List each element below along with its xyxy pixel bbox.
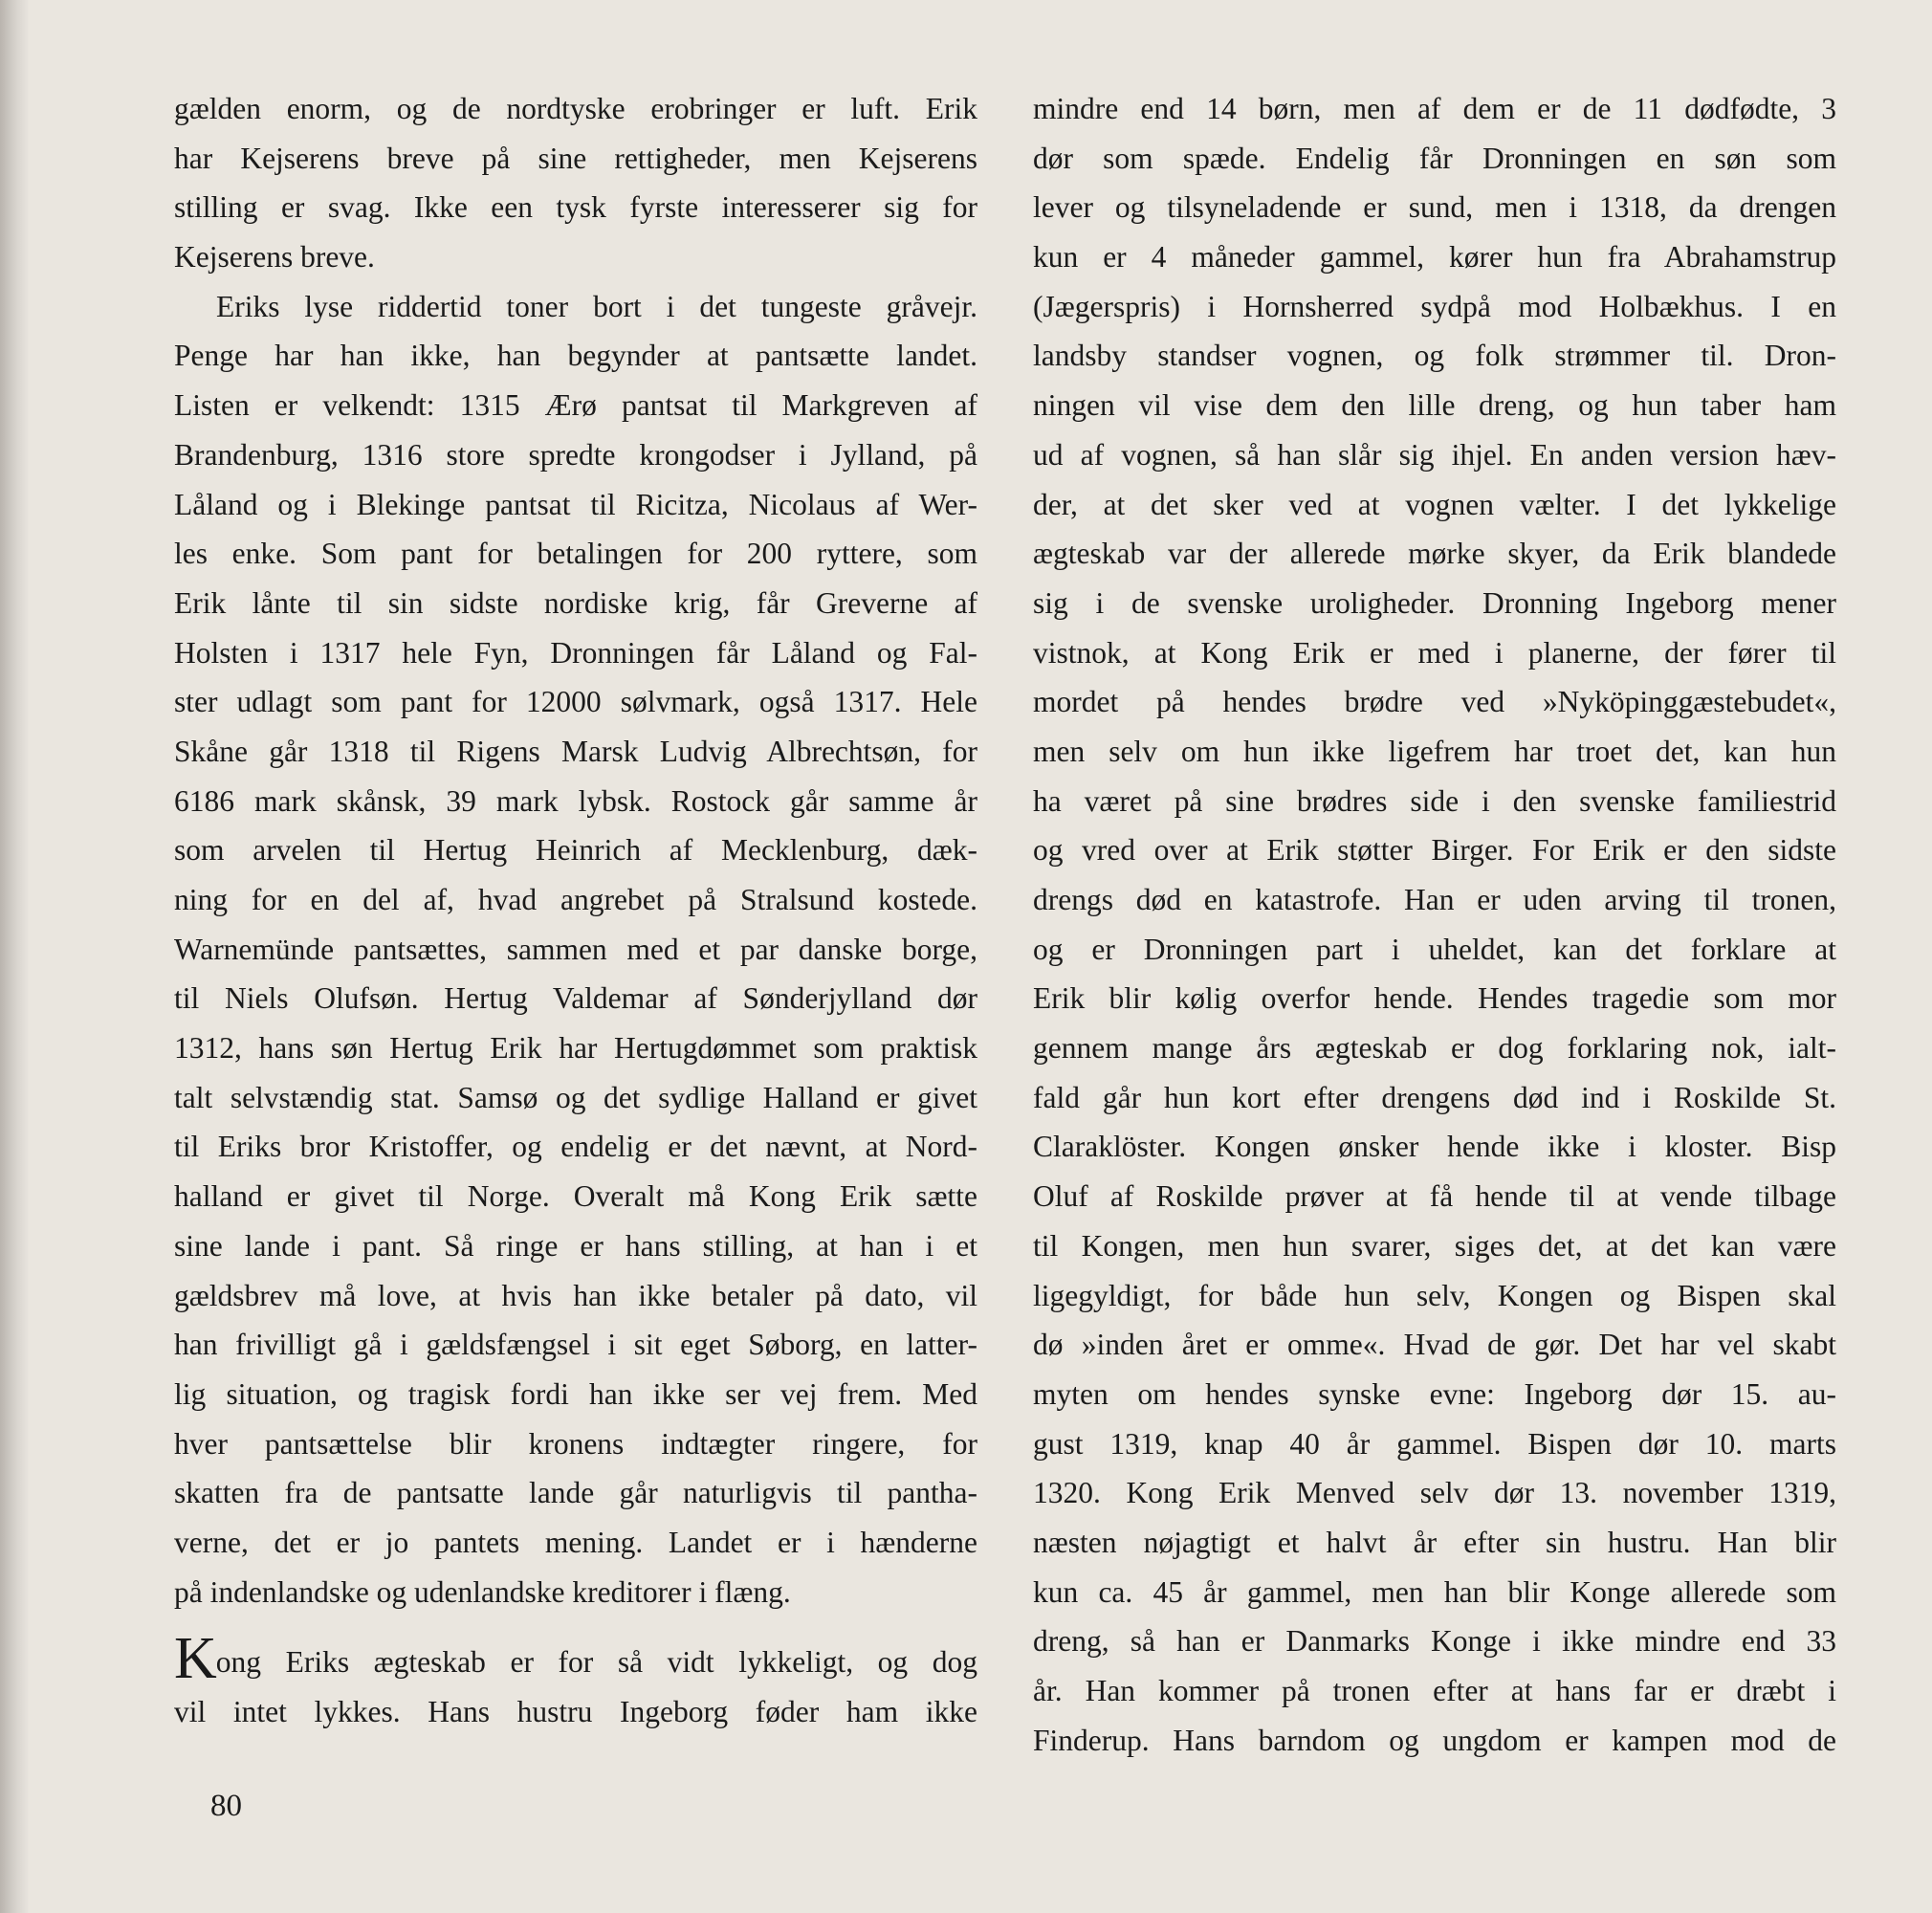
text-line: Oluf af Roskilde prøver at få hende til at vende tilbage: [1033, 1179, 1836, 1214]
text-line: landsby standser vognen, og folk strømmer til. Dron-: [1033, 339, 1836, 373]
text-line: Claraklöster. Kongen ønsker hende ikke i kloster. Bisp: [1033, 1130, 1836, 1164]
left-text-column: [174, 84, 977, 1737]
text-line: (Jægerspris) i Hornsherred sydpå mod Holbækhus. I en: [1033, 289, 1836, 323]
text-line: halland er givet til Norge. Overalt må Kong Erik sætte: [174, 1179, 977, 1214]
text-line: gælden enorm, og de nordtyske erobringer er luft. Erik: [174, 92, 977, 125]
text-line: hver pantsættelse blir kronens indtægter ringere, for: [174, 1426, 977, 1461]
paragraph-start-line: Eriks lyse riddertid toner bort i det tungeste gråvejr.: [216, 289, 977, 323]
text-line: til Kongen, men hun svarer, siges det, at det kan være: [1033, 1228, 1836, 1263]
text-line: gust 1319, knap 40 år gammel. Bispen dør 10. marts: [1033, 1426, 1836, 1461]
text-line: Holsten i 1317 hele Fyn, Dronningen får Låland og Fal-: [174, 635, 977, 670]
text-line: skatten fra de pantsatte lande går naturligvis til pantha-: [174, 1476, 977, 1510]
text-line: drengs død en katastrofe. Han er uden arving til tronen,: [1033, 883, 1836, 916]
text-line: Listen er velkendt: 1315 Ærø pantsat til Markgreven af: [174, 388, 977, 423]
text-line: les enke. Som pant for betalingen for 200 ryttere, som: [174, 537, 977, 571]
text-line: Kejserens breve.: [174, 240, 375, 275]
dropcap-line-text: ong Eriks ægteskab er for så vidt lykkeligt, og dog: [215, 1645, 977, 1680]
text-line: 1320. Kong Erik Menved selv dør 13. november 1319,: [1033, 1476, 1836, 1510]
text-line: lig situation, og tragisk fordi han ikke ser vej frem. Med: [174, 1376, 977, 1411]
text-line: han frivilligt gå i gældsfængsel i sit eget Søborg, en latter-: [174, 1328, 977, 1362]
text-line: til Niels Olufsøn. Hertug Valdemar af Sønderjylland dør: [174, 981, 977, 1016]
text-line: Skåne går 1318 til Rigens Marsk Ludvig Albrechtsøn, for: [174, 734, 977, 768]
text-line: sine lande i pant. Så ringe er hans stilling, at han i et: [174, 1228, 977, 1263]
text-line: næsten nøjagtigt et halvt år efter sin hustru. Han blir: [1033, 1525, 1836, 1559]
text-line: mindre end 14 børn, men af dem er de 11 dødfødte, 3: [1033, 92, 1836, 125]
text-line: og er Dronningen part i uheldet, kan det forklare at: [1033, 932, 1836, 966]
text-line: verne, det er jo pantets mening. Landet er i hænderne: [174, 1525, 977, 1559]
text-line: ægteskab var der allerede mørke skyer, da Erik blandede: [1033, 537, 1836, 571]
text-line: har Kejserens breve på sine rettigheder, men Kejserens: [174, 141, 977, 175]
text-line: sig i de svenske uroligheder. Dronning Ingeborg mener: [1033, 585, 1836, 620]
text-line: gældsbrev må love, at hvis han ikke betaler på dato, vil: [174, 1278, 977, 1312]
text-line: mordet på hendes brødre ved »Nyköpinggæstebudet«,: [1033, 685, 1836, 719]
text-line: ud af vognen, så han slår sig ihjel. En anden version hæv-: [1033, 437, 1836, 472]
text-line: men selv om hun ikke ligefrem har troet det, kan hun: [1033, 734, 1836, 768]
text-line: dreng, så han er Danmarks Konge i ikke mindre end 33: [1033, 1624, 1836, 1659]
text-line: myten om hendes synske evne: Ingeborg dør 15. au-: [1033, 1376, 1836, 1411]
text-line: 6186 mark skånsk, 39 mark lybsk. Rostock går samme år: [174, 783, 977, 818]
text-line: Penge har han ikke, han begynder at pantsætte landet.: [174, 339, 977, 373]
text-line: dør som spæde. Endelig får Dronningen en søn som: [1033, 141, 1836, 175]
text-line: ha været på sine brødres side i den svenske familiestrid: [1033, 783, 1836, 818]
text-line: Warnemünde pantsættes, sammen med et par danske borge,: [174, 932, 977, 966]
text-line: vistnok, at Kong Erik er med i planerne, der fører til: [1033, 635, 1836, 670]
text-line: gennem mange års ægteskab er dog forklaring nok, ialt-: [1033, 1031, 1836, 1066]
text-line: ster udlagt som pant for 12000 sølvmark, også 1317. Hele: [174, 685, 977, 719]
text-line: år. Han kommer på tronen efter at hans far er dræbt i: [1033, 1674, 1836, 1707]
text-line: kun er 4 måneder gammel, kører hun fra Abrahamstrup: [1033, 240, 1836, 275]
text-line: dø »inden året er omme«. Hvad de gør. Det har vel skabt: [1033, 1328, 1836, 1362]
text-line: vil intet lykkes. Hans hustru Ingeborg føder ham ikke: [174, 1695, 977, 1728]
paragraph-gap: [174, 1616, 977, 1638]
drop-cap-initial: K: [174, 1626, 215, 1692]
right-text-column: [1033, 84, 1836, 1765]
text-line: og vred over at Erik støtter Birger. For Erik er den sidste: [1033, 833, 1836, 868]
text-line: lever og tilsyneladende er sund, men i 1318, da drengen: [1033, 190, 1836, 225]
text-line: som arvelen til Hertug Heinrich af Mecklenburg, dæk-: [174, 833, 977, 868]
text-line: ligegyldigt, for både hun selv, Kongen og Bispen skal: [1033, 1278, 1836, 1312]
text-line: Erik blir kølig overfor hende. Hendes tragedie som mor: [1033, 981, 1836, 1016]
text-line: Låland og i Blekinge pantsat til Ricitza, Nicolaus af Wer-: [174, 487, 977, 521]
text-line: Brandenburg, 1316 store spredte krongodser i Jylland, på: [174, 437, 977, 472]
text-line: på indenlandske og udenlandske kreditorer i flæng.: [174, 1574, 791, 1609]
text-line: fald går hun kort efter drengens død ind i Roskilde St.: [1033, 1080, 1836, 1114]
text-line: talt selvstændig stat. Samsø og det sydlige Halland er givet: [174, 1080, 977, 1114]
book-page: [29, 0, 1932, 1913]
text-line: kun ca. 45 år gammel, men han blir Konge allerede som: [1033, 1574, 1836, 1609]
text-line: til Eriks bror Kristoffer, og endelig er det nævnt, at Nord-: [174, 1130, 977, 1164]
text-line: stilling er svag. Ikke een tysk fyrste interesserer sig for: [174, 190, 977, 225]
text-line: 1312, hans søn Hertug Erik har Hertugdømmet som praktisk: [174, 1031, 977, 1066]
text-line: Finderup. Hans barndom og ungdom er kampen mod de: [1033, 1723, 1836, 1757]
page-number: 80: [210, 1789, 242, 1823]
book-spine-shadow: [0, 0, 29, 1913]
text-line: der, at det sker ved at vognen vælter. I det lykkelige: [1033, 487, 1836, 521]
text-line: Erik lånte til sin sidste nordiske krig, får Greverne af: [174, 585, 977, 620]
text-line: ningen vil vise dem den lille dreng, og hun taber ham: [1033, 388, 1836, 423]
text-line: ning for en del af, hvad angrebet på Stralsund kostede.: [174, 883, 977, 916]
dropcap-line: [174, 1626, 977, 1692]
